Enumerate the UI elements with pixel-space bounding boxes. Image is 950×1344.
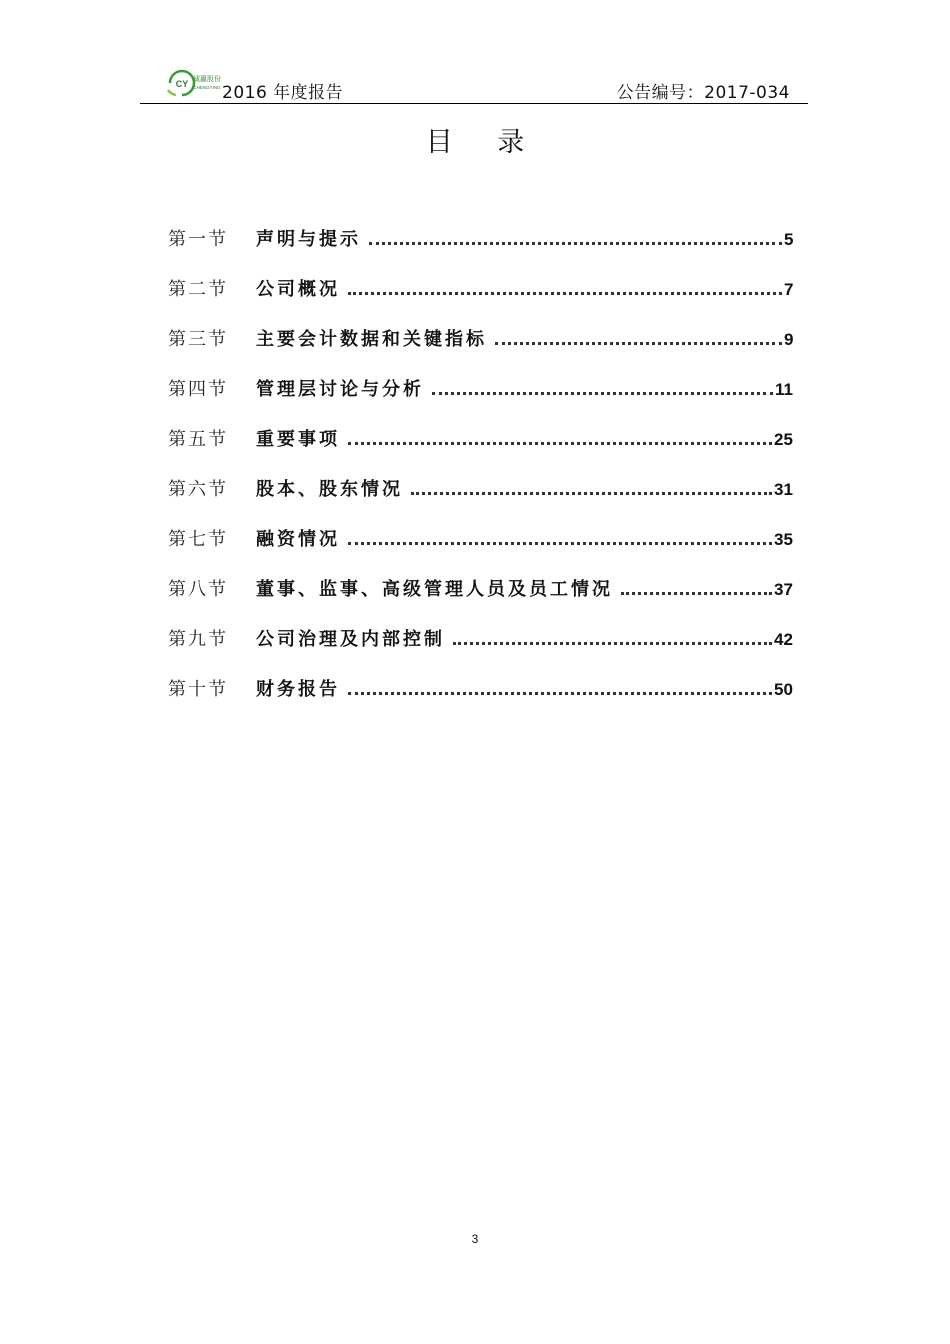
company-logo	[162, 66, 222, 100]
page-header	[162, 66, 808, 104]
toc-dot-leader	[348, 692, 772, 695]
toc-page-number: 42	[774, 630, 793, 649]
toc-dot-leader	[453, 642, 772, 645]
report-title: 2016 年度报告	[222, 83, 344, 103]
toc-entry[interactable]	[168, 576, 798, 626]
toc-page-number: 37	[774, 580, 793, 599]
toc-page-number: 9	[784, 330, 794, 349]
logo-brand-cn: 诚赢股份	[193, 75, 221, 83]
toc-title: 目 录	[425, 127, 543, 158]
toc-section-title: 主要会计数据和关键指标	[256, 329, 487, 350]
toc-section-number: 第二节	[168, 279, 228, 300]
toc-section-title: 董事、监事、高级管理人员及员工情况	[256, 579, 613, 600]
toc-entry[interactable]	[168, 276, 798, 326]
toc-entry[interactable]	[168, 476, 798, 526]
toc-page-number: 7	[784, 280, 794, 299]
toc-section-title: 公司治理及内部控制	[256, 629, 445, 650]
toc-section-title: 股本、股东情况	[256, 479, 403, 500]
toc-section-title: 重要事项	[256, 429, 340, 450]
toc-section-title: 声明与提示	[256, 229, 361, 250]
toc-dot-leader	[348, 442, 772, 445]
table-of-contents	[168, 226, 798, 726]
toc-entry[interactable]	[168, 626, 798, 676]
toc-section-number: 第九节	[168, 629, 228, 650]
toc-section-number: 第一节	[168, 229, 228, 250]
toc-section-title: 融资情况	[256, 529, 340, 550]
toc-page-number: 35	[774, 530, 793, 549]
toc-dot-leader	[348, 292, 782, 295]
toc-entry[interactable]	[168, 326, 798, 376]
toc-entry[interactable]	[168, 376, 798, 426]
toc-section-number: 第六节	[168, 479, 228, 500]
toc-dot-leader	[621, 592, 772, 595]
toc-section-number: 第十节	[168, 679, 228, 700]
toc-page-number: 11	[775, 380, 793, 399]
notice-number: 公告编号：2017-034	[616, 83, 790, 103]
page-number: 3	[471, 1232, 479, 1246]
toc-section-title: 公司概况	[256, 279, 340, 300]
toc-entry[interactable]	[168, 426, 798, 476]
toc-section-number: 第四节	[168, 379, 228, 400]
toc-dot-leader	[411, 492, 772, 495]
toc-page-number: 5	[784, 230, 794, 249]
toc-entry[interactable]	[168, 676, 798, 726]
toc-dot-leader	[348, 542, 772, 545]
header-divider	[140, 103, 808, 104]
toc-entry[interactable]	[168, 526, 798, 576]
logo-mark: CY	[175, 79, 189, 89]
toc-section-title: 管理层讨论与分析	[256, 379, 424, 400]
toc-section-number: 第七节	[168, 529, 228, 550]
logo-brand-en: CHENGYING	[193, 85, 221, 90]
toc-section-number: 第五节	[168, 429, 228, 450]
toc-page-number: 31	[774, 480, 793, 499]
toc-page-number: 50	[774, 680, 793, 699]
toc-dot-leader	[432, 392, 773, 395]
toc-section-number: 第八节	[168, 579, 228, 600]
toc-dot-leader	[369, 242, 782, 245]
toc-section-title: 财务报告	[256, 679, 340, 700]
toc-entry[interactable]	[168, 226, 798, 276]
toc-section-number: 第三节	[168, 329, 228, 350]
toc-dot-leader	[495, 342, 782, 345]
toc-page-number: 25	[774, 430, 793, 449]
